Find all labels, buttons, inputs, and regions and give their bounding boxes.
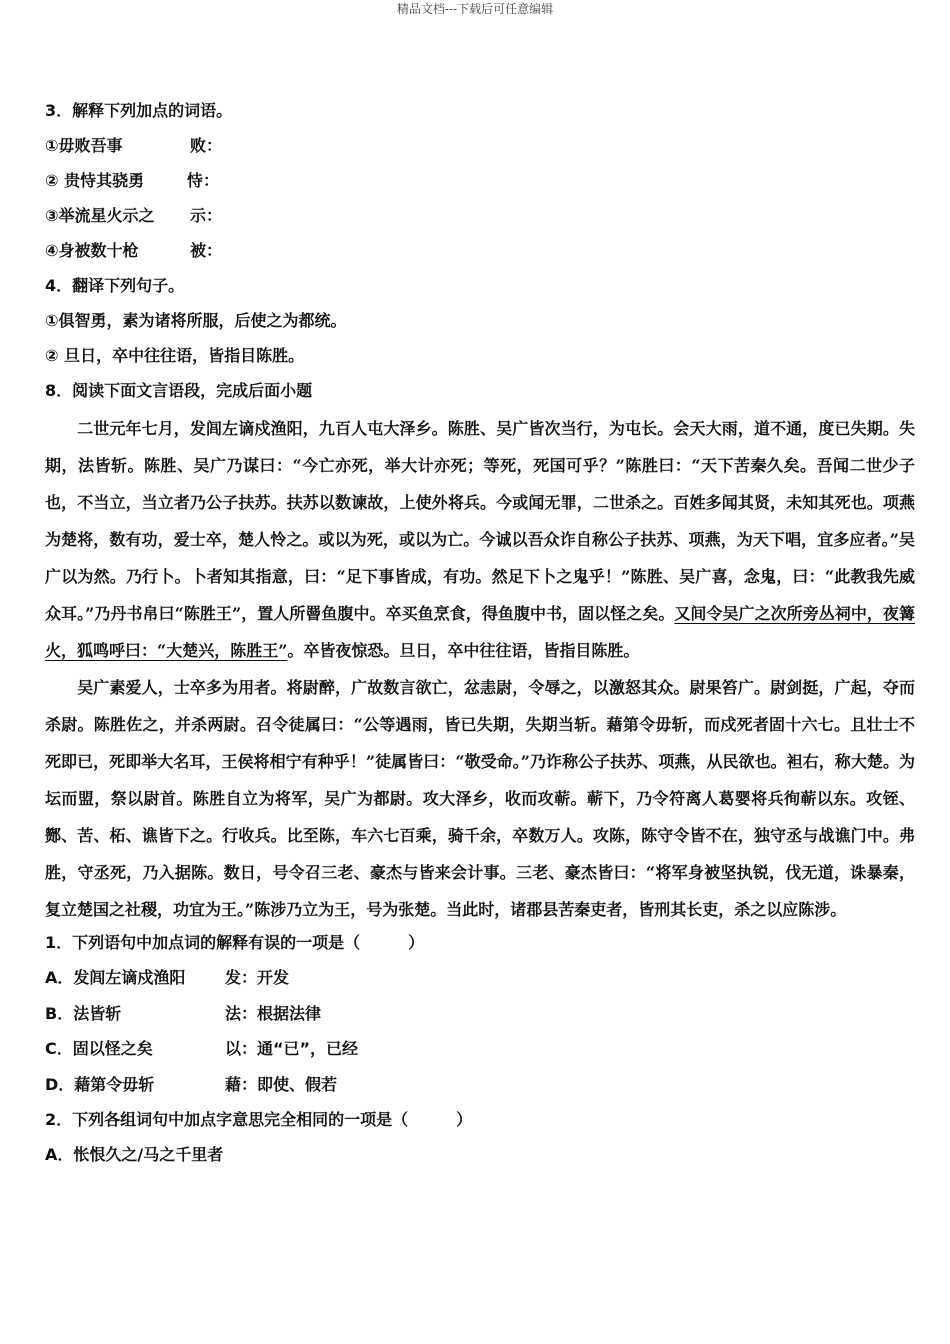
passage-text: 吴广素爱人，士卒多为用者。将尉醉，广故数言欲亡，忿恚尉，令辱之，以激怒其众。尉果笞广。尉剑挺，广起，夺而杀尉。陈胜佐之，并杀两尉。召令徒属曰：“公等遇雨，皆已失期，失期当斩。藉第令毋斩，而戍死者固十六七。且壮士不死即已，死即举大名耳，王侯将相宁有种乎！”徒属皆曰：“敬受命。”乃诈称公子扶苏、项燕，从民欲也。袒右，称大楚。为坛而盟，祭以尉首。陈胜自立为将军，吴广为都尉。攻大泽乡，收而攻蕲。蕲下，乃令符离人葛婴将兵徇蕲以东。攻铚、酂、苦、柘、谯皆下之。行收兵。比至陈，车六七百乘，骑千余，卒数万人。攻陈，陈守令皆不在，独守丞与战谯门中。弗胜，守丞死，乃入据陈。数日，号令召三老、豪杰与皆来会计事。三老、豪杰皆曰：“将军身被坚执锐，伐无道，诛暴秦，复立楚国之社稷，功宜为王。”陈涉乃立为王，号为张楚。当此时，诸郡县苦秦吏者，皆刑其长吏，杀之以应陈涉。 [45,678,915,919]
option-explanation: 发：开发 [225,968,290,987]
option-explanation: 以：通“已”，已经 [225,1039,359,1058]
vocab-item-word: 被： [190,241,223,260]
option-text: B．法皆斩 [45,1003,122,1023]
translate-item: ② 旦日，卒中往往语，皆指目陈胜。 [45,346,305,365]
vocab-item-text: ④身被数十枪 [45,241,139,260]
passage-paragraph-1 [45,410,915,669]
passage-text: 。卒皆夜惊恐。旦日，卒中往往语，皆指目陈胜。 [287,641,640,660]
passage-text: 二世元年七月，发闾左谪戍渔阳，九百人屯大泽乡。陈胜、吴广皆次当行，为屯长。会天大雨，道不通，度已失期。失期，法皆斩。陈胜、吴广乃谋曰：“今亡亦死，举大计亦死；等死，死国可乎？”陈胜曰：“天下苦秦久矣。吾闻二世少子也，不当立，当立者乃公子扶苏。扶苏以数谏故，上使外将兵。今或闻无罪，二世杀之。百姓多闻其贤，未知其死也。项燕为楚将，数有功，爱士卒，楚人怜之。或以为死，或以为亡。今诚以吾众诈自称公子扶苏、项燕，为天下唱，宜多应者。”吴广以为然。乃行卜。卜者知其指意，曰：“足下事皆成，有功。然足下卜之鬼乎！”陈胜、吴广喜，念鬼，曰：“此教我先威众耳。”乃丹书帛曰“陈胜王”，置人所罾鱼腹中。卒买鱼烹食，得鱼腹中书，固以怪之矣。 [45,419,915,623]
q1-option-c [45,1038,915,1074]
vocab-item-text: ② 贵恃其骁勇 [45,171,145,190]
reading-title: 8．阅读下面文言语段，完成后面小题 [45,381,313,400]
option-text: A．发闾左谪戍渔阳 [45,968,186,987]
vocab-item [45,135,915,170]
page-header: 精品文档---下载后可任意编辑 [396,2,554,16]
q1-option-d [45,1074,915,1110]
passage-underlined-sentence: 又间令吴广之次所旁丛祠中，夜篝火，狐鸣呼曰：“大楚兴，陈胜王” [45,604,915,660]
option-explanation: 藉：即使、假若 [225,1074,338,1094]
translate-item: ①俱智勇，素为诸将所服，后使之为都统。 [45,311,347,330]
passage-paragraph-2 [45,669,915,928]
document-body [45,100,915,1180]
translate-question-title: 4．翻译下列句子。 [45,276,185,295]
option-text: C．固以怪之矣 [45,1039,153,1058]
option-explanation: 法：根据法律 [225,1003,322,1023]
option-text: A．怅恨久之/马之千里者 [45,1145,224,1164]
vocab-item [45,240,915,275]
vocab-item-word: 败： [190,136,223,155]
vocab-item-word: 示： [190,206,223,225]
vocab-item-text: ①毋败吾事 [45,136,123,155]
q1-title: 1．下列语句中加点词的解释有误的一项是（ ） [45,933,425,952]
vocab-question-title: 3．解释下列加点的词语。 [45,101,233,120]
vocab-item-text: ③举流星火示之 [45,206,155,225]
option-text: D．藉第令毋斩 [45,1074,155,1094]
q1-option-b [45,1003,915,1039]
vocab-item-word: 恃： [187,171,220,190]
q2-title: 2．下列各组词句中加点字意思完全相同的一项是（ ） [45,1110,473,1129]
q2-option-a [45,1144,915,1180]
vocab-item [45,170,915,205]
q1-option-a [45,967,915,1003]
vocab-item [45,205,915,240]
